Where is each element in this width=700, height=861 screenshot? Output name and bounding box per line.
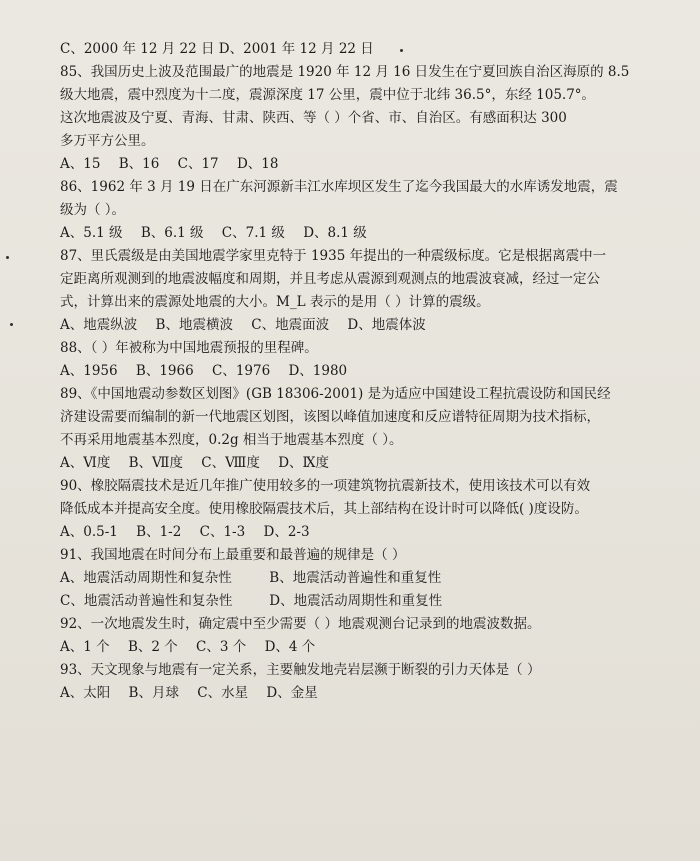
question-list <box>60 38 660 705</box>
question-text-line: 90、橡胶隔震技术是近几年推广使用较多的一项建筑物抗震新技术，使用该技术可以有效 <box>60 478 591 494</box>
question-text-line: 定距离所观测到的地震波幅度和周期，并且考虑从震源到观测点的地震波衰减，经过一定公 <box>60 271 600 287</box>
option-c: C、1976 <box>211 363 271 379</box>
question-93 <box>60 659 660 705</box>
options <box>60 636 660 659</box>
question-text-line: 85、我国历史上波及范围最广的地震是 1920 年 12 月 16 日发生在宁夏回族自治区海原的 8.5 <box>60 64 630 80</box>
option-a: A、5.1 级 <box>60 225 123 241</box>
option-c: C、1-3 <box>199 524 246 540</box>
question-89 <box>60 383 660 475</box>
question-text-line: 89、《中国地震动参数区划图》(GB 18306-2001) 是为适应中国建设工程抗震设防和国民经 <box>60 386 611 402</box>
option-c: C、3 个 <box>196 639 247 655</box>
question-87 <box>60 245 660 337</box>
option-c: C、17 <box>177 156 219 172</box>
option-a: A、Ⅵ度 <box>60 455 111 471</box>
option-b: B、地震横波 <box>155 317 233 333</box>
question-88 <box>60 337 660 383</box>
option-d: D、金星 <box>266 685 318 701</box>
option-c: C、地震面波 <box>251 317 330 333</box>
option-b: B、2 个 <box>127 639 178 655</box>
option-b: B、6.1 级 <box>140 225 204 241</box>
option-d: D、2-3 <box>263 524 310 540</box>
option-c: C、地震活动普遍性和复杂性 <box>60 593 233 609</box>
option-c: C、7.1 级 <box>221 225 285 241</box>
text-line: C、2000 年 12 月 22 日 D、2001 年 12 月 22 日 <box>60 41 374 57</box>
options <box>60 314 660 337</box>
options <box>60 222 660 245</box>
question-text-line: 式，计算出来的震源处地震的大小。M_L 表示的是用（ ）计算的震级。 <box>60 294 490 310</box>
question-text-line: 这次地震波及宁夏、青海、甘肃、陕西、等（ ）个省、市、自治区。有感面积达 300 <box>60 110 567 126</box>
option-d: D、18 <box>236 156 279 172</box>
options-row-2 <box>60 590 660 613</box>
option-a: A、太阳 <box>60 685 111 701</box>
option-b: B、1966 <box>135 363 194 379</box>
options-row-1 <box>60 567 660 590</box>
options-line-prev <box>60 38 660 61</box>
question-91 <box>60 544 660 613</box>
question-text-line: 多万平方公里。 <box>60 133 155 149</box>
question-text-line: 92、一次地震发生时，确定震中至少需要（ ）地震观测台记录到的地震波数据。 <box>60 616 541 632</box>
question-text-line: 88、（ ）年被称为中国地震预报的里程碑。 <box>60 340 318 356</box>
speck-mark <box>6 256 9 259</box>
option-a: A、1 个 <box>60 639 110 655</box>
option-a: A、15 <box>60 156 101 172</box>
options <box>60 521 660 544</box>
options <box>60 452 660 475</box>
option-b: B、1-2 <box>136 524 182 540</box>
option-a: A、地震活动周期性和复杂性 <box>60 570 232 586</box>
option-a: A、0.5-1 <box>60 524 118 540</box>
option-a: A、1956 <box>60 363 118 379</box>
options <box>60 153 660 176</box>
speck-mark <box>10 323 13 326</box>
question-text-line: 86、1962 年 3 月 19 日在广东河源新丰江水库坝区发生了迄今我国最大的水库诱发地震，震 <box>60 179 618 195</box>
question-text-line: 87、里氏震级是由美国地震学家里克特于 1935 年提出的一种震级标度。它是根据离震中一 <box>60 248 607 264</box>
option-b: B、Ⅶ度 <box>128 455 183 471</box>
question-86 <box>60 176 660 245</box>
question-text-line: 不再采用地震基本烈度，0.2g 相当于地震基本烈度（ ）。 <box>60 432 403 448</box>
question-text-line: 济建设需要而编制的新一代地震区划图，该图以峰值加速度和反应谱特征周期为技术指标， <box>60 409 600 425</box>
option-b: B、地震活动普遍性和重复性 <box>269 570 442 586</box>
option-d: D、Ⅸ度 <box>278 455 330 471</box>
question-text-line: 降低成本并提高安全度。使用橡胶隔震技术后，其上部结构在设计时可以降低( )度设防。 <box>60 501 588 517</box>
option-b: B、月球 <box>128 685 179 701</box>
option-d: D、4 个 <box>264 639 316 655</box>
question-92 <box>60 613 660 659</box>
question-text-line: 级为（ ）。 <box>60 202 126 218</box>
option-d: D、8.1 级 <box>303 225 367 241</box>
option-c: C、Ⅷ度 <box>201 455 260 471</box>
option-b: B、16 <box>118 156 160 172</box>
question-text-line: 93、天文现象与地震有一定关系，主要触发地壳岩层濒于断裂的引力天体是（ ） <box>60 662 541 678</box>
question-85 <box>60 61 660 176</box>
question-90 <box>60 475 660 544</box>
option-d: D、地震体波 <box>347 317 426 333</box>
option-d: D、地震活动周期性和重复性 <box>269 593 443 609</box>
option-a: A、地震纵波 <box>60 317 138 333</box>
option-c: C、水星 <box>197 685 249 701</box>
options <box>60 360 660 383</box>
speck-mark <box>400 49 403 52</box>
question-text-line: 91、我国地震在时间分布上最重要和最普遍的规律是（ ） <box>60 547 406 563</box>
options <box>60 682 660 705</box>
question-text-line: 级大地震，震中烈度为十二度，震源深度 17 公里，震中位于北纬 36.5°，东经 105.7°。 <box>60 87 596 103</box>
option-d: D、1980 <box>288 363 348 379</box>
